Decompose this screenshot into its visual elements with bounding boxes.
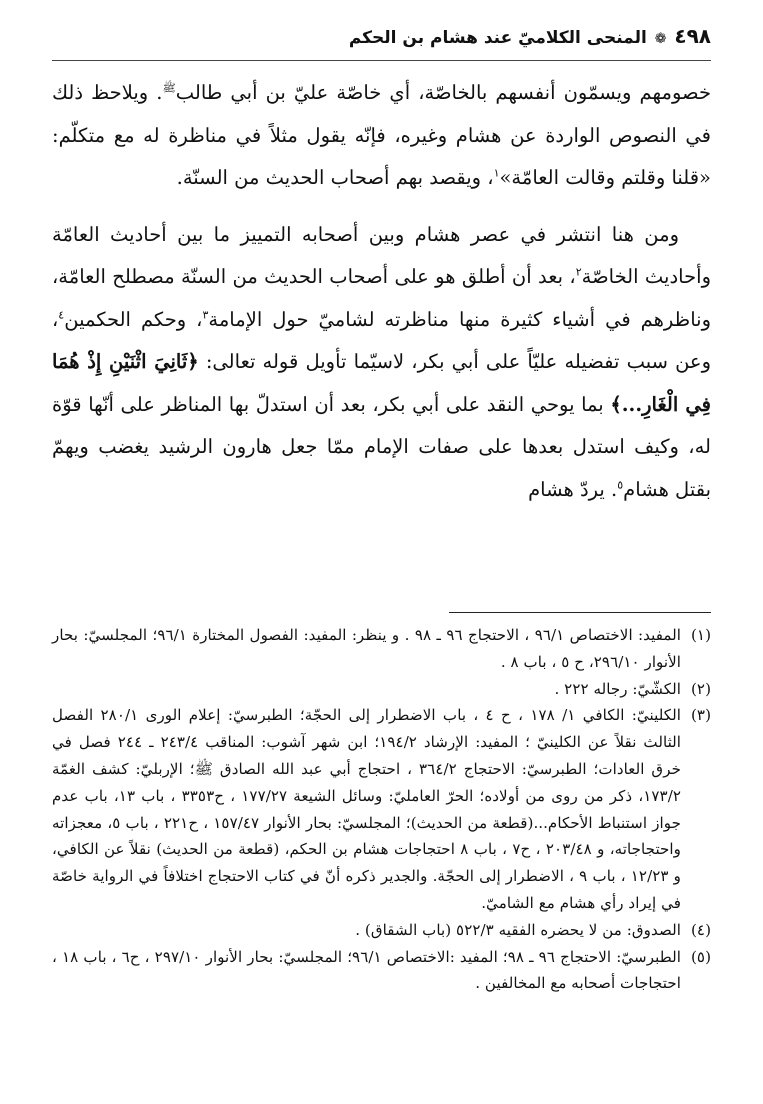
footnote-number: (١) — [690, 626, 711, 644]
footnote-text: المفيد: الاختصاص ٩٦/١ ، الاحتجاج ٩٦ ـ ٩٨ . و ينظر: المفيد: الفصول المختارة ٩٦/١؛ المجلسيّ: بحار الأنوار ٢٩٦/١٠، ح ٥ ، باب ٨ . — [52, 626, 681, 671]
text-span: ومن هنا انتشر في عصر هشام وبين أصحابه التمييز ما بين أحاديث العامّة وأحاديث الخاصّة — [52, 222, 711, 288]
footnote-number: (٣) — [690, 706, 711, 725]
footnote-number: (٢) — [690, 679, 711, 698]
text-span: . يردّ هشام — [528, 477, 618, 501]
footnote-number: (٥) — [690, 947, 711, 966]
footnote-text: الطبرسيّ: الاحتجاج ٩٦ ـ ٩٨؛ المفيد :الاختصاص ٩٦/١؛ المجلسيّ: بحار الأنوار ٢٩٧/١٠ ، ح٦ ، باب ١٨ ، احتجاجات أصحابه مع المخالفين . — [52, 947, 682, 993]
footnote-2 — [52, 676, 711, 703]
running-title: المنحى الكلاميّ عند هشام بن الحكم — [348, 28, 647, 48]
footnote-divider — [449, 612, 711, 613]
footnote-1 — [52, 622, 711, 676]
text-span: ، وعن سبب تفضيله عليّاً على أبي بكر، لاسيّما تأويل قوله تعالى: — [52, 307, 711, 373]
footnote-text: الكشّيّ: رجاله ٢٢٢ . — [554, 679, 681, 698]
text-span: ، ويقصد بهم أصحاب الحديث من السنّة. — [176, 166, 494, 189]
text-span: . ويلاحظ ذلك في النصوص الواردة عن هشام وغيره، فإنّه يقول مثلاً في مناظرة له مع متكلّم: «قلنا وقلتم وقالت العامّة» — [52, 81, 711, 189]
footnotes — [52, 622, 711, 997]
footnote-ref-3[interactable]: ٣ — [202, 308, 209, 321]
footnote-5 — [52, 944, 711, 998]
text-span: ، وحكم الحكمين — [64, 307, 203, 331]
page-number: ٤٩٨ — [674, 24, 711, 48]
text-span: خصومهم ويسمّون أنفسهم بالخاصّة، أي خاصّة عليّ بن أبي طالب — [175, 81, 712, 104]
running-header — [52, 24, 711, 61]
footnote-ref-2[interactable]: ٢ — [575, 265, 582, 279]
footnote-ref-1[interactable]: ١ — [493, 166, 500, 180]
honorific-mark: ﷺ — [162, 81, 176, 95]
paragraph-2 — [52, 214, 711, 512]
book-page — [52, 0, 711, 1104]
footnote-4 — [52, 917, 711, 944]
main-text — [52, 72, 711, 511]
text-span: ، بعد أن أطلق هو على أصحاب الحديث من السنّة مصطلح العامّة، وناظرهم في أشياء كثيرة منها مناظرته لشاميّ حول الإمامة — [52, 265, 711, 331]
footnote-3 — [52, 702, 711, 916]
footnote-ref-5[interactable]: ٥ — [617, 478, 624, 491]
text-span: بما يوحي النقد على أبي بكر، بعد أن استدلّ بها المناظر على أنّها قوّة له، وكيف استدل بعدها على صفات الإمام ممّا جعل هارون الرشيد يغضب ويهمّ بقتل هشام — [52, 392, 711, 501]
footnote-text: الصدوق: من لا يحضره الفقيه ٥٢٢/٣ (باب الشقاق) . — [355, 920, 681, 939]
header-ornament: ❁ — [654, 31, 667, 47]
footnote-number: (٤) — [690, 920, 711, 939]
quran-verse: ﴿ثَانِيَ اثْنَيْنِ إِذْ هُمَا فِي الْغَارِ...﴾ — [52, 350, 711, 416]
footnote-ref-4[interactable]: ٤ — [58, 308, 65, 321]
paragraph-1 — [52, 72, 711, 200]
footnote-text: الكلينيّ: الكافي ١/ ١٧٨ ، ح ٤ ، باب الاضطرار إلى الحجّة؛ الطبرسيّ: إعلام الورى ٢٨٠/١ الفصل الثالث نقلاً عن الكلينيّ ؛ المفيد: الإرشاد ١٩٤/٢؛ ابن شهر آشوب: المناقب ٢٤٣/٤ ـ ٢٤٤ فصل في خرق العادات؛ الطبرسيّ: الاحتجاج ٣٦٤/٢ ، احتجاج أبي عبد الله الصادق ﷺ؛ الإربليّ: كشف الغمّة ١٧٣/٢، ذكر من روى من أولاده؛ الحرّ العامليّ: وسائل الشيعة ١٧٧/٢٧ ، ح٣٣٥٣ ، باب ١٣، باب عدم جواز استنباط الأحكام...(قطعة من الحديث)؛ المجلسيّ: بحار الأنوار ١٥٧/٤٧ ، ح٢٢١ ، باب ٥، معجزاته واحتجاجاته، و ٢٠٣/٤٨ ، ح٧ ، باب ٨ احتجاجات هشام بن الحكم، (قطعة من الحديث) نقلاً عن الكافي، و ١٢/٢٣ ، باب ٩ ، الاضطرار إلى الحجّة. والجدير ذكره أنّ في كتاب الاحتجاج اختلافاً في الرواية خاصّة في إيراد رأي هشام مع الشاميّ. — [52, 706, 682, 912]
